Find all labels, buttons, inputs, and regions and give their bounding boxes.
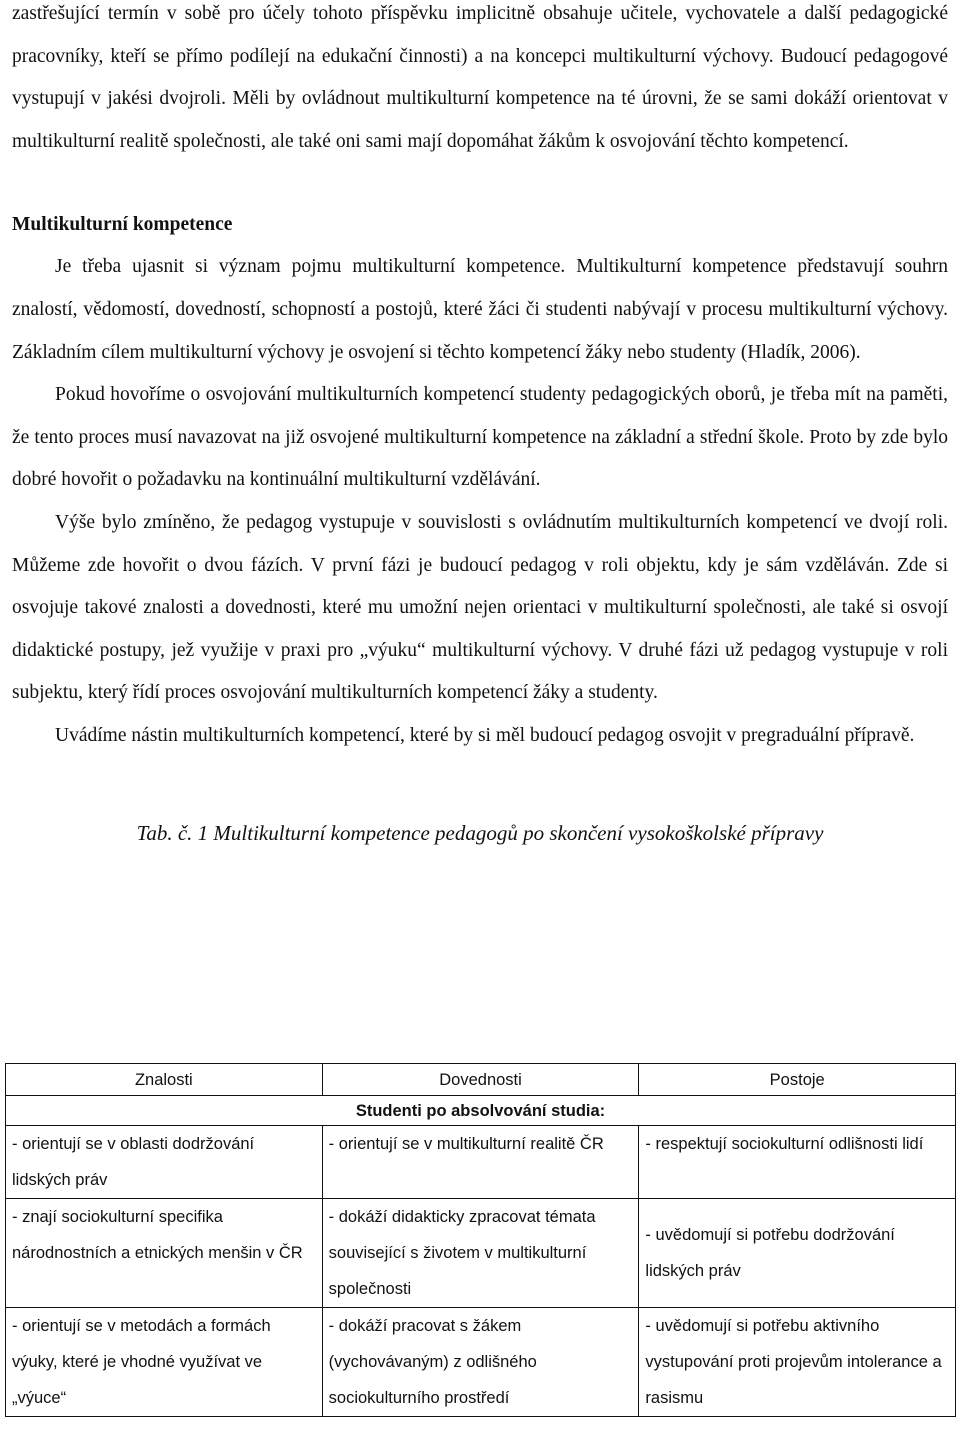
paragraph-3: Pokud hovoříme o osvojování multikulturních kompetencí studenty pedagogických oborů, je třeba mít na paměti, že tento proces musí navazovat na již osvojené multikulturní kompetence na základní a střední škole. Proto by zde bylo dobré hovořit o požadavku na kontinuální multikulturní vzdělávání. <box>12 384 948 491</box>
table-cell: - uvědomují si potřebu dodržování lidských práv <box>639 1199 956 1308</box>
paragraph-1: zastřešující termín v sobě pro účely tohoto příspěvku implicitně obsahuje učitele, vychovatele a další pedagogické pracovníky, kteří se přímo podílejí na edukační činnosti) a na koncepci multikulturní výchovy. Budoucí pedagogové vystupují v jakési dvojroli. Měli by ovládnout multikulturní kompetence na té úrovni, že se sami dokáží orientovat v multikulturní realitě společnosti, ale také oni sami mají dopomáhat žákům k osvojování těchto kompetencí. <box>12 3 948 152</box>
paragraph-2: Je třeba ujasnit si význam pojmu multikulturní kompetence. Multikulturní kompetence představují souhrn znalostí, vědomostí, dovedností, schopností a postojů, které žáci či studenti nabývají v procesu multikulturní výchovy. Základním cílem multikulturní výchovy je osvojení si těchto kompetencí žáky nebo studenty (Hladík, 2006). <box>12 256 948 363</box>
table-cell: - dokáží didakticky zpracovat témata související s životem v multikulturní společnosti <box>322 1199 639 1308</box>
paragraph-5: Uvádíme nástin multikulturních kompetencí, které by si měl budoucí pedagog osvojit v pregraduální přípravě. <box>55 724 915 746</box>
competence-table <box>5 1063 956 1417</box>
table-subheader: Studenti po absolvování studia: <box>6 1096 956 1126</box>
header-skills: Dovednosti <box>322 1064 639 1096</box>
table-cell: - orientují se v metodách a formách výuky, které je vhodné využívat ve „výuce“ <box>6 1308 323 1417</box>
section-heading: Multikulturní kompetence <box>12 214 233 236</box>
table-cell: - respektují sociokulturní odlišnosti lidí <box>639 1126 956 1199</box>
header-knowledge: Znalosti <box>6 1064 323 1096</box>
table-header-row <box>6 1064 956 1096</box>
table-cell: - dokáží pracovat s žákem (vychovávaným) z odlišného sociokulturního prostředí <box>322 1308 639 1417</box>
table-row <box>6 1308 956 1417</box>
table-cell: - uvědomují si potřebu aktivního vystupování proti projevům intolerance a rasismu <box>639 1308 956 1417</box>
document-page <box>12 0 948 847</box>
table-subheader-row <box>6 1096 956 1126</box>
header-attitudes: Postoje <box>639 1064 956 1096</box>
table-row <box>6 1199 956 1308</box>
table-cell: - znají sociokulturní specifika národnostních a etnických menšin v ČR <box>6 1199 323 1308</box>
table-caption: Tab. č. 1 Multikulturní kompetence pedagogů po skončení vysokoškolské přípravy <box>136 820 824 845</box>
table-cell: - orientují se v oblasti dodržování lidských práv <box>6 1126 323 1199</box>
paragraph-4: Výše bylo zmíněno, že pedagog vystupuje v souvislosti s ovládnutím multikulturních kompetencí ve dvojí roli. Můžeme zde hovořit o dvou fázích. V první fázi je budoucí pedagog v roli objektu, kdy je sám vzděláván. Zde si osvojuje takové znalosti a dovednosti, které mu umožní nejen orientaci v multikulturní společnosti, ale také si osvojí didaktické postupy, jež využije v praxi pro „výuku“ multikulturní výchovy. V druhé fázi už pedagog vystupuje v roli subjektu, který řídí proces osvojování multikulturních kompetencí žáky a studenty. <box>12 511 948 704</box>
table-row <box>6 1126 956 1199</box>
table-cell: - orientují se v multikulturní realitě ČR <box>322 1126 639 1199</box>
